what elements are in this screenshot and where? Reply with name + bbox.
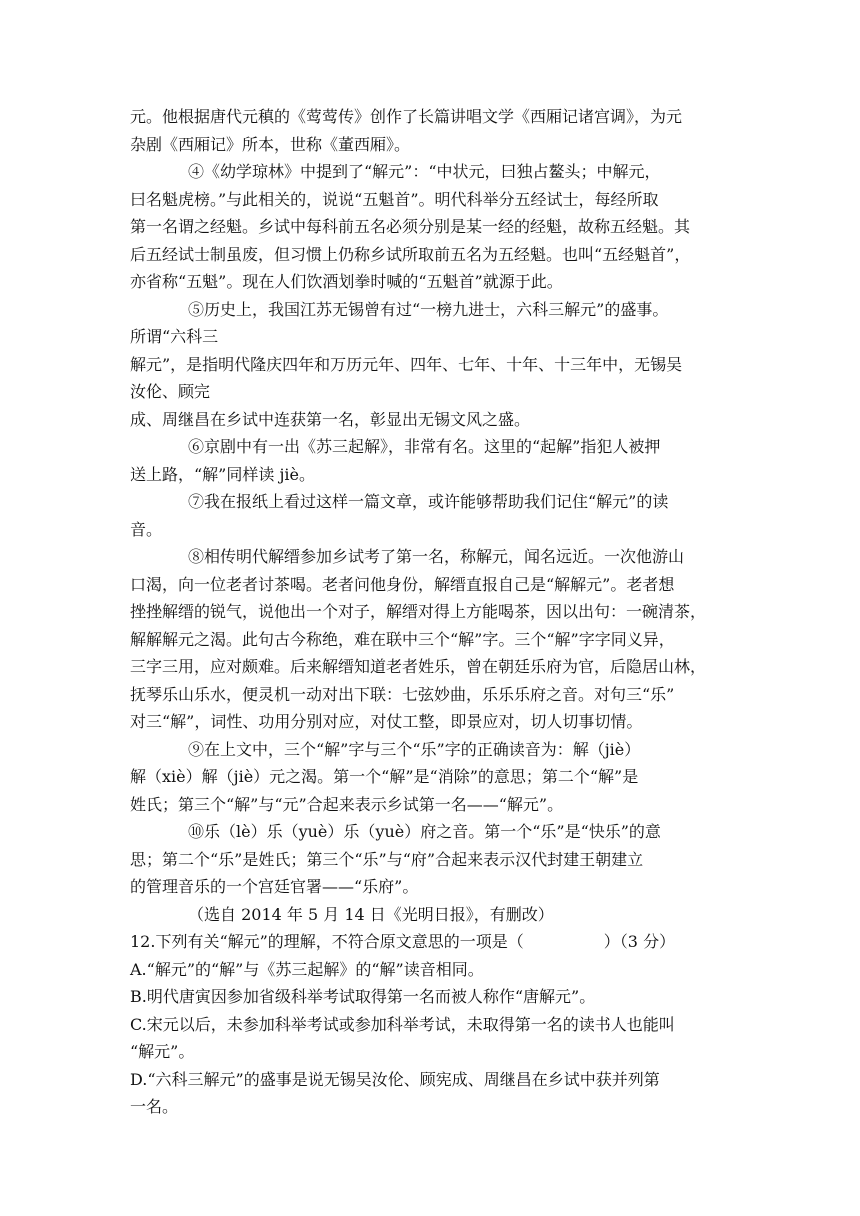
article-line: 所谓“六科三	[130, 327, 219, 346]
option-d: D.“六科三解元”的盛事是说无锡吴汝伦、顾宪成、周继昌在乡试中获并列第	[130, 1069, 660, 1089]
article-line: 的管理音乐的一个宫廷官署——“乐府”。	[130, 877, 419, 896]
option-c: C.宋元以后，未参加科举考试或参加科举考试，未取得第一名的读书人也能叫	[130, 1014, 675, 1034]
question-stem: 12.下列有关“解元”的理解，不符合原文意思的一项是（ ）（3 分）	[130, 932, 676, 951]
paragraph-5-line: ⑤历史上，我国江苏无锡曾有过“一榜九进士，六科三解元”的盛事。	[188, 299, 669, 319]
article-line: 解（xiè）解（jiè）元之渴。第一个“解”是“消除”的意思；第二个“解”是	[130, 767, 639, 786]
paragraph-6-line: ⑥京剧中有一出《苏三起解》，非常有名。这里的“起解”指犯人被押	[188, 437, 661, 456]
paragraph-9-line: ⑨在上文中，三个“解”字与三个“乐”字的正确读音为：解（jiè）	[188, 739, 641, 759]
article-line: 第一名谓之经魁。乡试中每科前五名必须分别是某一经的经魁，故称五经魁。其	[130, 217, 691, 236]
option-d-continued: 一名。	[130, 1097, 179, 1116]
document-page	[130, 103, 730, 1121]
article-line: 思；第二个“乐”是姓氏；第三个“乐”与“府”合起来表示汉代封建王朝建立	[130, 849, 644, 869]
article-line: 成、周继昌在乡试中连获第一名，彰显出无锡文风之盛。	[130, 409, 531, 429]
paragraph-8-line: ⑧相传明代解缙参加乡试考了第一名，称解元，闻名远近。一次他游山	[188, 547, 685, 566]
article-line: 后五经试士制虽废，但习惯上仍称乡试所取前五名为五经魁。也叫“五经魁首”，	[130, 244, 691, 264]
paragraph-4-line: ④《幼学琼林》中提到了“解元”：“中状元，曰独占鳌头；中解元，	[188, 162, 661, 181]
article-line: 亦省称“五魁”。现在人们饮酒划拳时喊的“五魁首”就源于此。	[130, 272, 563, 291]
article-line: 杂剧《西厢记》所本，世称《董西厢》。	[130, 134, 411, 154]
article-line: 口渴，向一位老者讨茶喝。老者问他身份，解缙直报自己是“解解元”。老者想	[130, 574, 675, 594]
article-line: 解解解元之渴。此句古今称绝，难在联中三个“解”字。三个“解”字字同义异，	[130, 629, 675, 649]
article-line: 对三“解”，词性、功用分别对应，对仗工整，即景应对，切人切事切情。	[130, 712, 643, 731]
article-line: 挫挫解缙的锐气，说他出一个对子，解缙对得上方能喝茶，因以出句：一碗清茶，	[130, 602, 707, 621]
option-b: B.明代唐寅因参加省级科举考试取得第一名而被人称作“唐解元”。	[130, 987, 596, 1006]
article-line: 送上路，“解”同样读 jiè。	[130, 464, 315, 484]
article-line: 三字三用，应对颇难。后来解缙知道老者姓乐，曾在朝廷乐府为官，后隐居山林，	[130, 657, 707, 676]
paragraph-10-line: ⑩乐（lè）乐（yuè）乐（yuè）府之音。第一个“乐”是“快乐”的意	[188, 822, 661, 841]
option-c-continued: “解元”。	[130, 1042, 195, 1061]
article-line: 曰名魁虎榜。”与此相关的，说说“五魁首”。明代科举分五经试士，每经所取	[130, 189, 659, 209]
article-line: 姓氏；第三个“解”与“元”合起来表示乡试第一名——“解元”。	[130, 794, 564, 814]
article-line: 音。	[130, 519, 163, 539]
article-line: 元。他根据唐代元稹的《莺莺传》创作了长篇讲唱文学《西厢记诸宫调》，为元	[130, 107, 683, 126]
paragraph-7-line: ⑦我在报纸上看过这样一篇文章，或许能够帮助我们记住“解元”的读	[188, 492, 669, 511]
source-citation: （选自 2014 年 5 月 14 日《光明日报》，有删改）	[188, 904, 554, 924]
article-line: 解元”，是指明代隆庆四年和万历元年、四年、七年、十年、十三年中，无锡吴	[130, 354, 683, 374]
article-line: 抚琴乐山乐水，便灵机一动对出下联：七弦妙曲，乐乐乐府之音。对句三“乐”	[130, 684, 675, 704]
option-a: A.“解元”的“解”与《苏三起解》的“解”读音相同。	[130, 959, 484, 979]
article-line: 汝伦、顾完	[130, 382, 211, 401]
